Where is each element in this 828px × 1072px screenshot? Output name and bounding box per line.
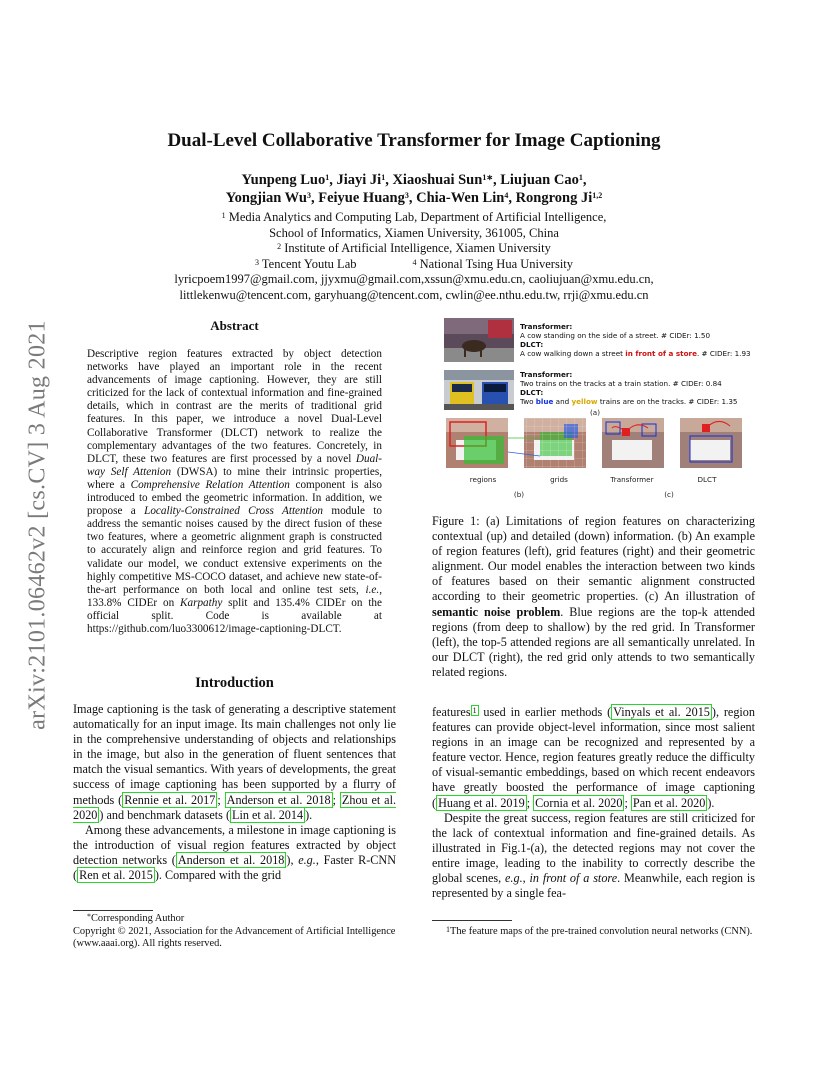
arxiv-identifier: arXiv:2101.06462v2 [cs.CV] 3 Aug 2021 <box>24 320 51 730</box>
label-b: (b) <box>513 490 525 499</box>
abstract-body: Descriptive region features extracted by object detection networks have played an important role in the recent advancements of image captioning. However, they are still criticized for the lack of contextual information and fine-grained details, which in contrast are the merits of traditional grid features. In this paper, we introduce a novel Dual-Level Collaborative Transformer (DLCT) network to realize the complementary advantages of the two features. Concretely, in DLCT, these two features are first processed by a novel Dual-way Self Attenion (DWSA) to mine their intrinsic properties, where a Comprehensive Relation Attention component is also introduced to embed the geometric information. In addition, we propose a Locality-Constrained Cross Attention module to address the semantic noises caused by the direct fusion of these two features, where a geometric alignment graph is constructed to accurately align and reinforce region and grid features. To validate our model, we conduct extensive experiments on the highly competitive MS-COCO dataset, and achieve new state-of-the-art performance on both local and online test sets, i.e., 133.8% CIDEr on Karpathy split and 135.4% CIDEr on the official split. Code is available at https://github.com/luo3300612/image-captioning-DLCT. <box>87 348 382 635</box>
right-footnote: $^1$The feature maps of the pre-trained convolution neural networks (CNN). <box>446 925 753 937</box>
footnote-rule <box>432 920 512 921</box>
citation-link[interactable]: Anderson et al. 2018 <box>226 792 331 807</box>
footnote-link[interactable]: 1 <box>472 706 477 715</box>
label-dlct: DLCT <box>697 475 717 484</box>
email-list-2: littlekenwu@tencent.com, garyhuang@tencent.com, cwlin@ee.nthu.edu.tw, rrji@xmu.edu.cn <box>179 287 649 302</box>
paper-title: Dual-Level Collaborative Transformer for Image Captioning <box>167 130 661 151</box>
email-list-1: lyricpoem1997@gmail.com, jjyxmu@gmail.com,xssun@xmu.edu.cn, caoliujuan@xmu.edu.cn, <box>174 272 654 286</box>
citation-link[interactable]: Lin et al. 2014 <box>232 807 304 822</box>
author-list: Yunpeng Luo$^1$, Jiayi Ji$^1$, Xiaoshuai Sun$^{1∗}$, Liujuan Cao$^1$, Yongjian Wu$^3$, Feiyue Huang$^3$, Chia-Wen Lin$^4$, Rongrong Ji$^{1,2}$ <box>225 172 603 206</box>
abstract-heading: Abstract <box>210 318 259 333</box>
citation-link[interactable]: Anderson et al. 2018 <box>177 852 285 867</box>
citation-link[interactable]: Ren et al. 2015 <box>79 868 153 883</box>
label-a: (a) <box>589 408 600 417</box>
introduction-body: Image captioning is the task of generating a descriptive statement automatically for an input image. Its main challenges not only lie in the comprehensive understanding of objects and relationships in the image, but also in the generation of fluent sentences that match the visual semantics. With years of developments, the great success of image captioning has been supported by a flurry of methods ( Rennie et al. 2017 ; Anderson et al. 2018 ; Zhou et al. 2020 ) and benchmark datasets ( Lin et al. 2014 ). Among these advancements, a milestone in image captioning is the introduction of visual region features extracted by object detection networks ( Anderson et al. 2018 ), e.g., Faster R-CNN ( Ren et al. 2015 ). Compared with the grid <box>73 702 397 883</box>
footnote-rule <box>73 910 153 911</box>
label-c: (c) <box>664 490 674 499</box>
citation-link[interactable]: Huang et al. 2019 <box>438 795 525 810</box>
label-grids: grids <box>550 475 568 484</box>
grids-panel <box>524 418 586 468</box>
label-regions: regions <box>469 475 497 484</box>
citation-link[interactable]: Zhou et al. 2020 <box>73 792 397 822</box>
citation-link[interactable]: Cornia et al. 2020 <box>535 795 623 810</box>
left-footnotes: *Corresponding Author Copyright © 2021, Association for the Advancement of Artificial Intelligence (www.aaai.org). All rights reserved. <box>73 912 396 950</box>
dlct-attention-panel <box>680 418 742 468</box>
citation-link[interactable]: Rennie et al. 2017 <box>124 792 216 807</box>
figure-1 <box>440 318 760 508</box>
right-column-body: features $^1$ used in earlier methods ( Vinyals et al. 2015 ), region features can provide object-level information, since most salient regions in an image can be recognized and represented by a feature vector. Hence, region features greatly reduce the difficulty of visual-semantic embeddings, based on which recent endeavors have greatly boosted the performance of image captioning ( Huang et al. 2019 ; Cornia et al. 2020 ; Pan et al. 2020 ). Despite the great success, region features are still criticized for the lack of contextual information and fine-grained details. As illustrated in Fig.1-(a), the detected regions may not cover the entire image, leading to the inability to correctly describe the global scenes, e.g., in front of a store. Meanwhile, each region is represented by a single fea- <box>432 705 756 901</box>
row1-captions: Transformer: A cow standing on the side of a street. # CIDEr: 1.50 DLCT: A cow walking down a street in front of a store. # CIDEr: 1.93 <box>520 322 751 358</box>
figure-1-caption: Figure 1: (a) Limitations of region features on characterizing contextual (up) and detailed (down) information. (b) An example of region features (left), grid features (right) and their geometric alignment. Our model enables the interaction between two kinds of features based on their semantic alignment constructed according to their geometric properties. (c) An illustration of semantic noise problem. Blue regions are the top-k attended regions (from deep to shallow) by the red grid. In Transformer (left), the top-5 attended regions are all semantically unrelated. In our DLCT (right), the red grid only attends to two semantically related regions. <box>432 514 756 679</box>
label-transformer: Transformer <box>610 475 654 484</box>
citation-link[interactable]: Vinyals et al. 2015 <box>613 705 710 719</box>
regions-panel <box>446 418 508 468</box>
attention-panels <box>446 418 746 470</box>
trains-image <box>444 370 514 410</box>
transformer-attention-panel <box>602 418 664 468</box>
cow-street-image <box>444 318 514 362</box>
row2-captions: Transformer: Two trains on the tracks at a train station. # CIDEr: 0.84 DLCT: Two blue and yellow trains are on the tracks. # CIDEr: 1.35 <box>520 370 738 406</box>
citation-link[interactable]: Pan et al. 2020 <box>632 795 706 810</box>
introduction-heading: Introduction <box>195 675 274 691</box>
affiliations: $^1$ Media Analytics and Computing Lab, Department of Artificial Intelligence, School of Informatics, Xiamen University, 361005, China $^2$ Institute of Artificial Intelligence, Xiamen University $^3$ Tencent Youtu Lab $^4$ National Tsing Hua University lyricpoem1997@gmail.com, jjyxmu@gmail.com,xssun@xmu.edu.cn, caoliujuan@xmu.edu.cn, littlekenwu@tencent.com, garyhuang@tencent.com, cwlin@ee.nthu.edu.tw, rrji@xmu.edu.cn <box>0 210 828 303</box>
